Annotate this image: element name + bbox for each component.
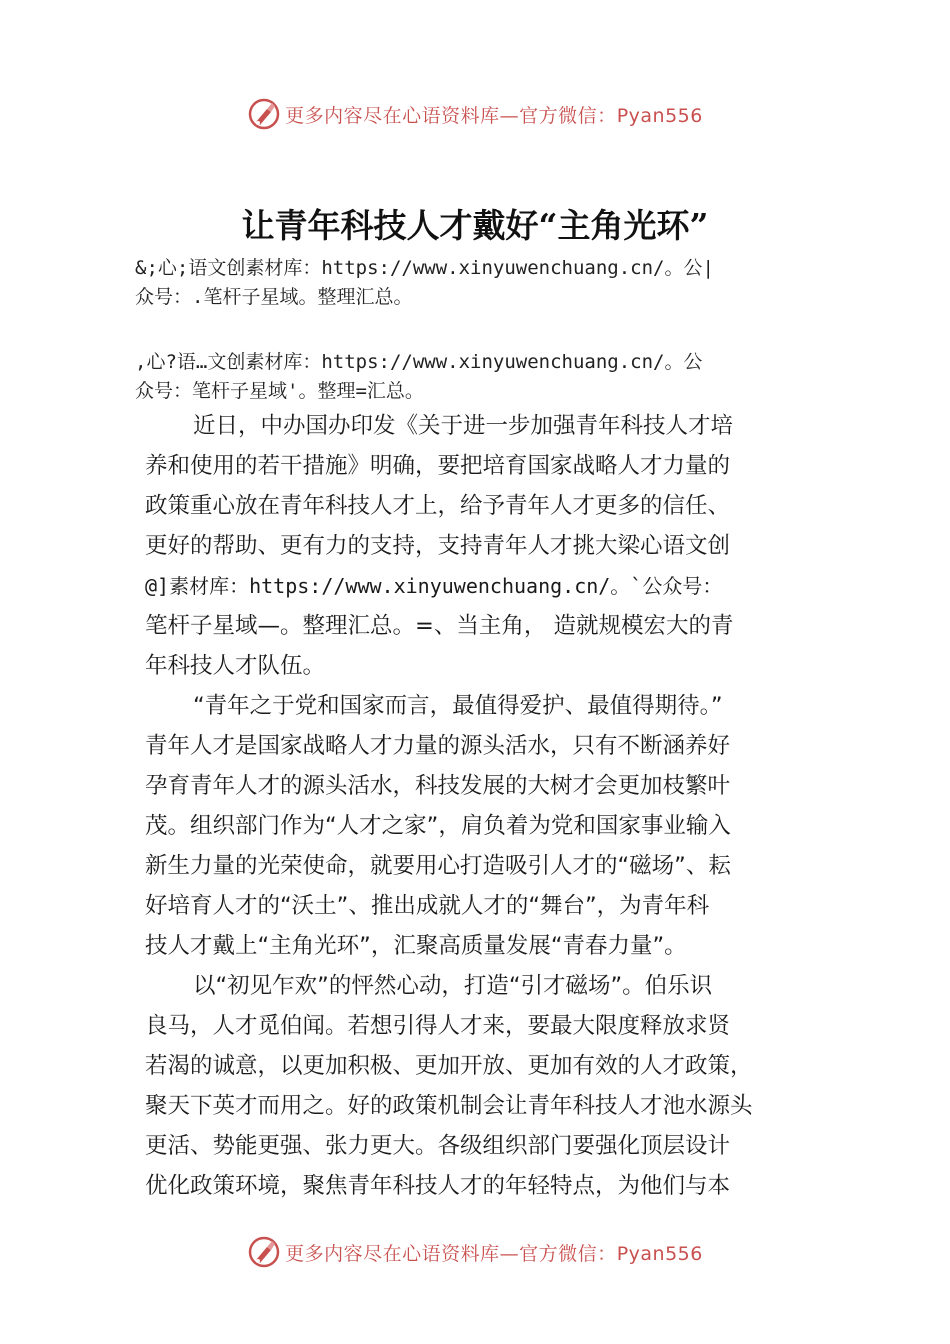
- source-note-1-line: 众号：.笔杆子星域。整理汇总。: [135, 286, 413, 308]
- document-title: 让青年科技人才戴好“主角光环”: [241, 206, 709, 245]
- body-line: 养和使用的若干措施》明确，要把培育国家战略人才力量的: [145, 453, 731, 479]
- body-line: 良马，人才觅伯闻。若想引得人才来，要最大限度释放求贤: [145, 1013, 731, 1039]
- body-line: 聚天下英才而用之。好的政策机制会让青年科技人才池水源头: [145, 1093, 753, 1119]
- body-line: “青年之于党和国家而言，最值得爱护、最值得期待。”: [193, 693, 723, 719]
- banner-title: 更多内容尽在心语资料库: [285, 1242, 500, 1265]
- article-body: [145, 406, 815, 1206]
- banner-dash: —: [499, 1242, 520, 1265]
- body-line: 新生力量的光荣使命，就要用心打造吸引人才的“磁场”、耘: [145, 853, 731, 879]
- banner-wechat-label: 官方微信：: [519, 1242, 617, 1265]
- source-note-1: [135, 254, 825, 312]
- source-note-1-line: &;心;语文创素材库：https://www.xinyuwenchuang.cn/。公|: [135, 257, 714, 279]
- body-line: 笔杆子星域—。整理汇总。=、当主角， 造就规模宏大的青: [145, 613, 734, 639]
- body-line: 青年人才是国家战略人才力量的源头活水，只有不断涵养好: [145, 733, 731, 759]
- pen-logo-icon: [247, 1235, 281, 1269]
- banner-text: [285, 101, 703, 128]
- body-line: 以“初见乍欢”的怦然心动，打造“引才磁场”。伯乐识: [193, 973, 713, 999]
- body-line: 若渴的诚意，以更加积极、更加开放、更加有效的人才政策，: [145, 1053, 753, 1079]
- body-line: @]素材库：https://www.xinyuwenchuang.cn/。`公众号：: [145, 574, 723, 598]
- banner-text: [285, 1239, 703, 1266]
- source-note-2: [135, 348, 825, 406]
- body-line: 政策重心放在青年科技人才上，给予青年人才更多的信任、: [145, 493, 731, 519]
- pen-logo-icon: [247, 97, 281, 131]
- body-line: 年科技人才队伍。: [145, 653, 326, 679]
- body-line: 更活、势能更强、张力更大。各级组织部门要强化顶层设计: [145, 1133, 731, 1159]
- body-line: 技人才戴上“主角光环”，汇聚高质量发展“青春力量”。: [145, 933, 687, 959]
- banner-contact: Pyan556: [616, 1242, 703, 1265]
- body-line: 孕育青年人才的源头活水，科技发展的大树才会更加枝繁叶: [145, 773, 731, 799]
- footer-banner: [0, 1232, 950, 1272]
- source-note-2-line: ,心?语…文创素材库：https://www.xinyuwenchuang.cn/。公: [135, 351, 703, 373]
- header-banner: [0, 94, 950, 134]
- body-line: 近日，中办国办印发《关于进一步加强青年科技人才培: [193, 413, 734, 439]
- banner-wechat-label: 官方微信：: [519, 104, 617, 127]
- source-note-2-line: 众号：笔杆子星域'。整理=汇总。: [135, 380, 424, 402]
- body-line: 好培育人才的“沃土”、推出成就人才的“舞台”，为青年科: [145, 893, 710, 919]
- body-line: 更好的帮助、更有力的支持，支持青年人才挑大梁心语文创: [145, 533, 731, 559]
- banner-contact: Pyan556: [616, 104, 703, 127]
- body-line: 茂。组织部门作为“人才之家”，肩负着为党和国家事业输入: [145, 813, 731, 839]
- banner-title: 更多内容尽在心语资料库: [285, 104, 500, 127]
- banner-dash: —: [499, 104, 520, 127]
- body-line: 优化政策环境，聚焦青年科技人才的年轻特点，为他们与本: [145, 1173, 731, 1199]
